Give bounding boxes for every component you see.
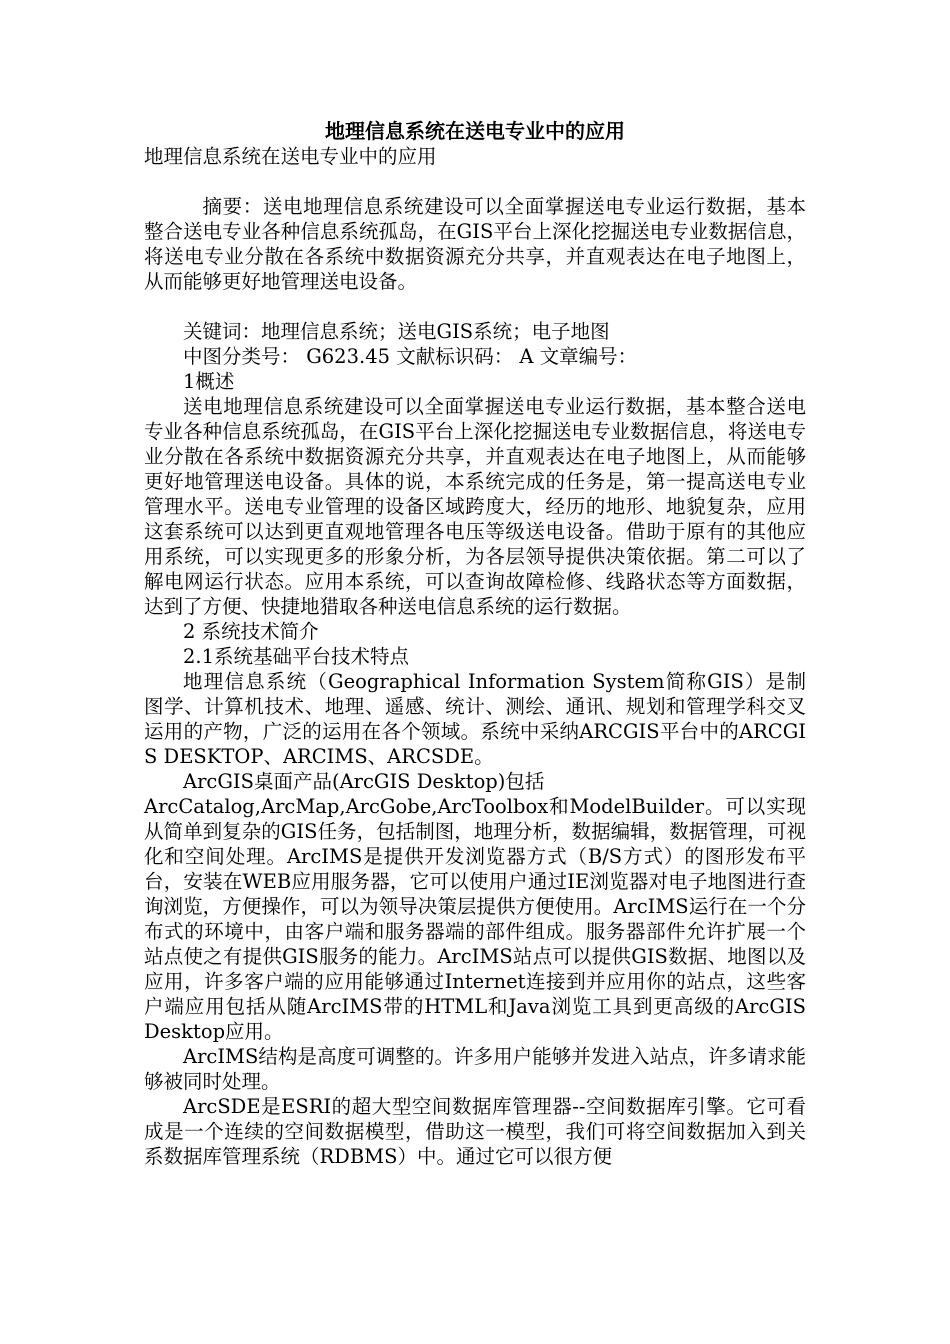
spacer <box>144 294 806 319</box>
desktop-paragraph-first-line: ArcGIS桌面产品(ArcGIS Desktop)包括 <box>183 770 545 793</box>
arcims-paragraph: ArcIMS结构是高度可调整的。许多用户能够并发进入站点，许多请求能够被同时处理。 <box>144 1045 806 1093</box>
spacer <box>144 169 806 194</box>
section-1-heading: 1概述 <box>183 370 235 393</box>
abstract-paragraph: 摘要：送电地理信息系统建设可以全面掌握送电专业运行数据，基本整合送电专业各种信息系统孤岛，在GIS平台上深化挖掘送电专业数据信息，将送电专业分散在各系统中数据资源充分共享，并直观表达在电子地图上，从而能够更好地管理送电设备。 <box>144 195 806 293</box>
section-1-body: 送电地理信息系统建设可以全面掌握送电专业运行数据，基本整合送电专业各种信息系统孤岛，在GIS平台上深化挖掘送电专业数据信息，将送电专业分散在各系统中数据资源充分共享，并直观表达在电子地图上，从而能够更好地管理送电设备。具体的说，本系统完成的任务是，第一提高送电专业管理水平。送电专业管理的设备区域跨度大，经历的地形、地貌复杂，应用这套系统可以达到更直观地管理各电压等级送电设备。借助于原有的其他应用系统，可以实现更多的形象分析，为各层领导提供决策依据。第二可以了解电网运行状态。应用本系统，可以查询故障检修、线路状态等方面数据，达到了方便、快捷地猎取各种送电信息系统的运行数据。 <box>144 395 806 618</box>
desktop-paragraph-body: ArcCatalog,ArcMap,ArcGobe,ArcToolbox和ModelBuilder。可以实现从简单到复杂的GIS任务，包括制图，地理分析，数据编辑，数据管理，可视化和空间处理。ArcIMS是提供开发浏览器方式（B/S方式）的图形发布平台，安装在WEB应用服务器，它可以使用户通过IE浏览器对电子地图进行查询浏览，方便操作，可以为领导决策层提供方便使用。ArcIMS运行在一个分布式的环境中，由客户端和服务器端的部件组成。服务器部件允许扩展一个站点使之有提供GIS服务的能力。ArcIMS站点可以提供GIS数据、地图以及应用，许多客户端的应用能够通过Internet连接到并应用你的站点，这些客户端应用包括从随ArcIMS带的HTML和Java浏览工具到更高级的ArcGIS Desktop应用。 <box>144 795 806 1043</box>
section-2-heading: 2 系统技术简介 <box>183 620 319 643</box>
keywords-line: 关键词：地理信息系统；送电GIS系统；电子地图 <box>183 320 610 343</box>
document-page <box>144 118 806 1169</box>
document-subtitle: 地理信息系统在送电专业中的应用 <box>144 145 437 168</box>
gis-paragraph: 地理信息系统（Geographical Information System简称GIS）是制图学、计算机技术、地理、遥感、统计、测绘、通讯、规划和管理学科交叉运用的产物，广泛的运用在各个领域。系统中采纳ARCGIS平台中的ARCGIS DESKTOP、ARCIMS、ARCSDE。 <box>144 670 806 768</box>
classification-line: 中图分类号： G623.45 文献标识码： A 文章编号： <box>183 345 638 368</box>
document-title: 地理信息系统在送电专业中的应用 <box>325 119 625 143</box>
section-2-1-heading: 2.1系统基础平台技术特点 <box>183 645 410 668</box>
arcsde-paragraph: ArcSDE是ESRI的超大型空间数据库管理器--空间数据库引擎。它可看成是一个连续的空间数据模型，借助这一模型，我们可将空间数据加入到关系数据库管理系统（RDBMS）中。通过它可以很方便 <box>144 1095 806 1168</box>
